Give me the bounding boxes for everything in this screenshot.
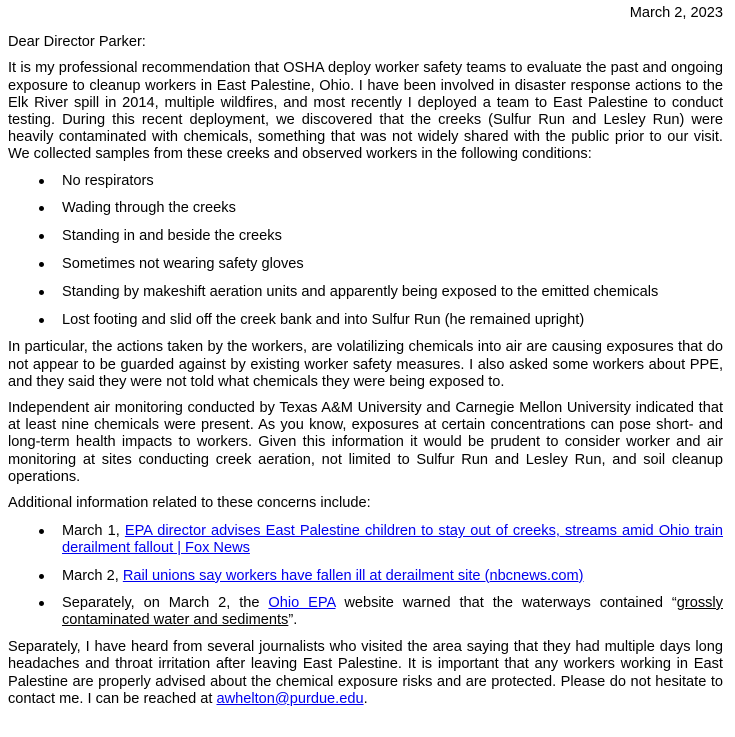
- quoted-warning: grossly contaminated water and sediments: [62, 594, 723, 629]
- email-link[interactable]: awhelton@purdue.edu: [216, 690, 364, 707]
- references-list: [8, 523, 723, 629]
- fox-news-link[interactable]: EPA director advises East Palestine children to stay out of creeks, streams amid Ohio train derailment fallout | Fox News: [62, 523, 724, 557]
- closing-period: .: [363, 690, 368, 707]
- reference-prefix: Separately, on March 2, the: [62, 594, 269, 611]
- list-item: Standing in and beside the creeks: [8, 228, 723, 245]
- list-item: [8, 568, 723, 585]
- paragraph-air-monitoring: Independent air monitoring conducted by Texas A&M University and Carnegie Mellon University indicated that at least nine chemicals were present. As you know, exposures at certain concentrations can pose short- and long-term health impacts to workers. Given this information it would be prudent to consider worker and air monitoring at sites conducting creek aeration, not limited to Sulfur Run and Lesley Run, and soil cleanup operations.: [8, 400, 723, 485]
- list-item: Lost footing and slid off the creek bank and into Sulfur Run (he remained upright): [8, 312, 723, 329]
- paragraph-worker-actions: In particular, the actions taken by the workers, are volatilizing chemicals into air are causing exposures that do not appear to be guarded against by existing worker safety measures. I also asked some workers about PPE, and they said they were not told what chemicals they were being exposed to.: [8, 339, 723, 390]
- conditions-list: [8, 173, 723, 329]
- ohio-epa-link[interactable]: Ohio EPA: [268, 594, 336, 611]
- paragraph-additional-info: Additional information related to these concerns include:: [8, 495, 371, 512]
- list-item: Standing by makeshift aeration units and apparently being exposed to the emitted chemicals: [8, 284, 723, 301]
- list-item: [8, 595, 723, 629]
- reference-middle: website warned that the waterways contained “: [335, 594, 677, 611]
- nbc-news-link[interactable]: Rail unions say workers have fallen ill at derailment site (nbcnews.com): [122, 567, 584, 584]
- list-item: No respirators: [8, 173, 723, 190]
- list-item: [8, 523, 723, 557]
- paragraph-closing: [8, 639, 723, 708]
- closing-text: Separately, I have heard from several journalists who visited the area saying that they had multiple days long headaches and throat irritation after leaving East Palestine. It is important that any workers working in East Palestine are properly advised about the chemical exposure risks and are protected. Please do not hesitate to contact me. I can be reached at: [8, 639, 723, 707]
- reference-date: March 2,: [62, 567, 123, 584]
- letter-date: March 2, 2023: [629, 5, 723, 21]
- paragraph-recommendation: It is my professional recommendation that OSHA deploy worker safety teams to evaluate the past and ongoing exposure to cleanup workers in East Palestine, Ohio. I have been involved in disaster response actions to the Elk River spill in 2014, multiple wildfires, and most recently I deployed a team to East Palestine to conduct testing. During this recent deployment, we discovered that the creeks (Sulfur Run and Lesley Run) were heavily contaminated with chemicals, something that was not widely shared with the public prior to our visit. We collected samples from these creeks and observed workers in the following conditions:: [8, 60, 723, 163]
- list-item: Wading through the creeks: [8, 200, 723, 217]
- reference-date: March 1,: [62, 523, 125, 540]
- reference-suffix: ”.: [288, 612, 298, 629]
- list-item: Sometimes not wearing safety gloves: [8, 256, 723, 273]
- salutation: Dear Director Parker:: [8, 34, 146, 51]
